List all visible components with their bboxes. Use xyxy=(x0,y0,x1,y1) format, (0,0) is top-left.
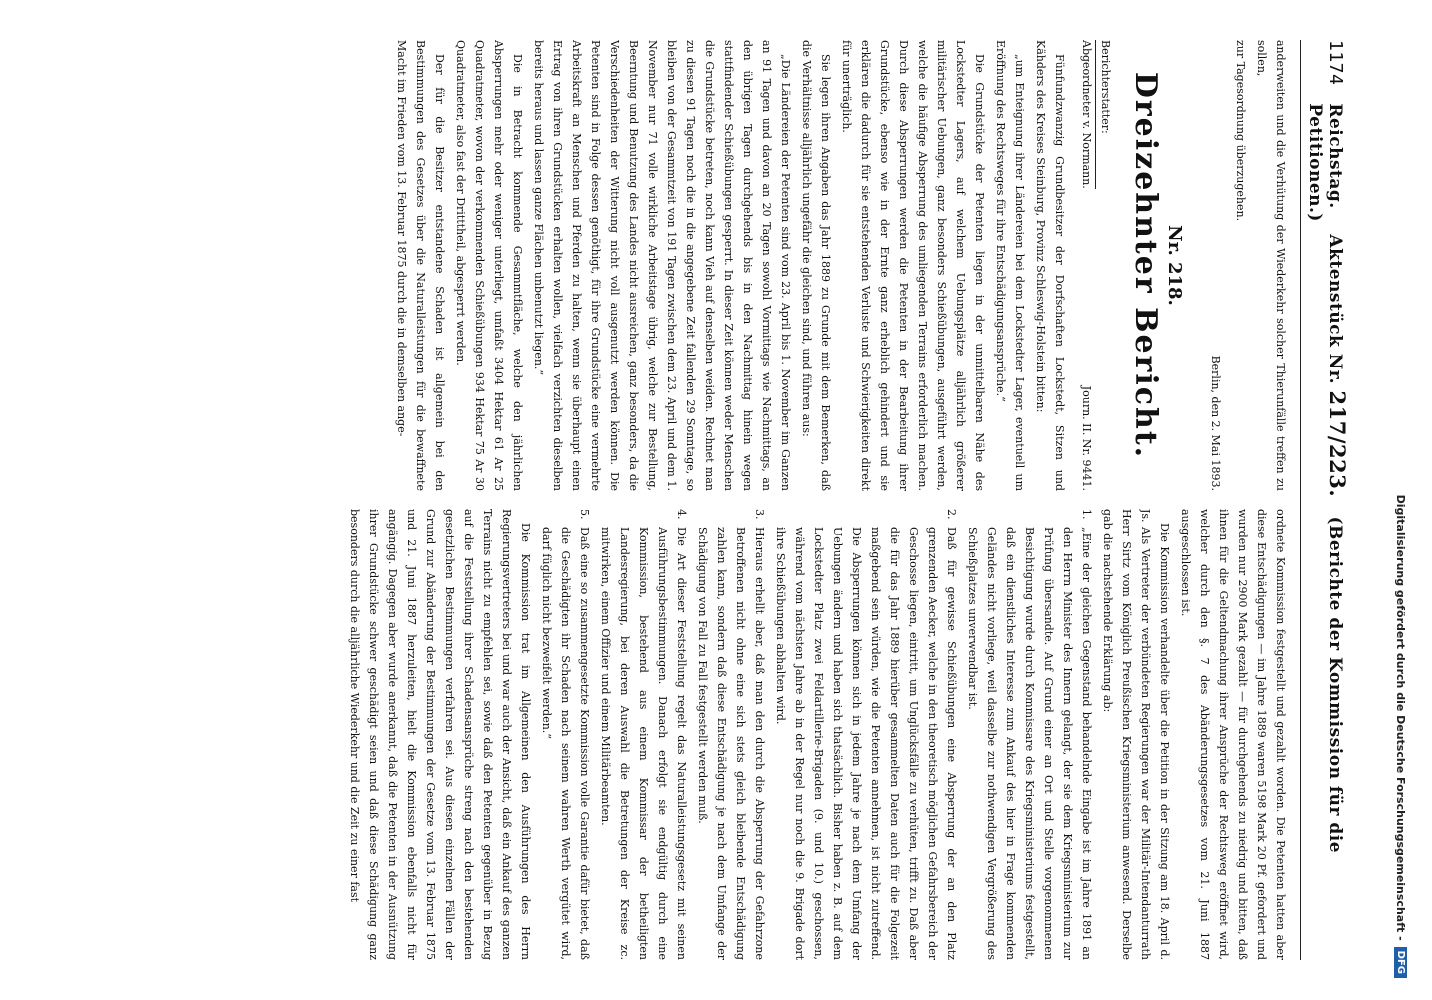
item-text: „Eine der gleichen Gegenstand behandelnde Eingabe ist im Jahre 1891 an den Herrn Minister des Innern gelangt, der sie dem Kriegsministerium zur Prüfung übersandte. Auf Grund einer an Ort und Stelle vorgenommenen Besichtigung wurde durch Kommissare des Kriegsministeriums festgestellt, daß ein dienstliches Interesse zum Ankauf des hier in Frage kommenden Geländes nicht vorliege, weil dasselbe zur nothwendigen Vergrößerung des Schießplatzes unverwendbar ist. xyxy=(966,527,1093,960)
rapporteur-name: Abgeordneter v. Normann. xyxy=(1080,40,1093,189)
paragraph: Sie legen ihren Angaben das Jahr 1889 zu Grunde mit dem Bemerken, daß die Verhältnisse alljährlich ungefähr die gleichen sind, und führen aus: xyxy=(800,40,832,491)
header-title xyxy=(1305,103,1350,960)
item-text: Die Art dieser Feststellung regelt das Naturalleistungsgesetz mit seinen Ausführungsbestimmungen. Danach erfolgt sie endgültig durch eine Kommission, bestehend aus einem Kommissar der betheiligten Landesregierung, bei deren Auswahl die Betretungen der Kreise zc. mitwirken, einem Offizier und einem Militärbeamten. xyxy=(599,527,688,960)
numbered-item: 5. Daß eine so zusammengesetzte Kommission volle Garantie dafür bietet, daß die Geschädigten ihr Schaden nach seinem wahren Werth vergütet wird, darf füglich nicht bezweifelt werden.“ xyxy=(537,509,594,960)
paragraph: Die Kommission verhandelte über die Petition in der Sitzung am 18. April d. Js. Als Vertreter der verbündeten Regierungen war der Militär-Intendanturrath Herr Sirtz vom Königlich Preußischen Kriegsministerium anwesend. Derselbe gab die nachstehende Erklärung ab: xyxy=(1101,509,1171,960)
header-title-suffix: (Berichte der Kommission für die Petitionen.) xyxy=(1305,103,1345,854)
rapporteur-label: Berichterstatter: xyxy=(1095,40,1114,189)
signature-date: Berlin, den 2. Mai 1893. xyxy=(1209,355,1222,491)
header-title-number: 217/223. xyxy=(1325,390,1350,498)
text-columns xyxy=(20,40,1290,960)
report-number: Nr. 218. xyxy=(1164,225,1185,306)
header-title-main: Aktenstück Nr. xyxy=(1325,234,1345,385)
page-header xyxy=(1300,40,1350,960)
intro-line: zur Tagesordnung überzugehen. xyxy=(1234,40,1247,222)
journal-number: Journ. II. Nr. 9441. xyxy=(1080,385,1093,491)
paragraph: Der für die Besitzer entstandene Schaden ist allgemein bei den Bestimmungen des Gesetzes über die Naturalleistungen für die bewaffnete Macht im Frieden vom 13. Februar 1875 durch die in demselben ange- xyxy=(395,40,446,491)
page-number: 1174 xyxy=(1325,40,1346,86)
item-text: Daß für gewisse Schießübungen eine Absperrung der an den Platz grenzenden Aecker, welche in den theoretisch möglichen Gefahrsbereich der Geschosse liegen, eintritt, um Unglücksfälle zu verhüten, trifft zu. Daß aber die für das Jahr 1889 hierüber gesammelten Daten auch für die Folgezeit maßgebend sein würden, wie die Petenten annehmen, ist nicht zutreffend. Die Absperrungen können sich in jedem Jahre je nach dem Umfang der Uebungen ändern und haben sich thatsächlich. Bisher haben z. B. auf dem Lockstedter Platz zwei Feldartillerie-Brigaden (9. und 10.) geschossen, während vom nächsten Jahre ab in der Regel nur noch die 9. Brigade dort ihre Schießübungen abhalten wird. xyxy=(774,527,958,960)
item-text: Hieraus erhellt aber, daß man den durch die Absperrung der Gefahrzone Betroffenen nicht ohne eine sich stets gleich bleibende Entschädigung zahlen kann, sondern daß diese Entschädigung je nach dem Umfange der Schädigung von Fall zu Fall festgestellt werden muß. xyxy=(696,527,766,960)
report-meta xyxy=(1077,40,1114,491)
item-text: Daß eine so zusammengesetzte Kommission volle Garantie dafür bietet, daß die Geschädigten ihr Schaden nach seinem wahren Werth vergütet wird, darf füglich nicht bezweifelt werden.“ xyxy=(540,527,591,960)
paragraph: Die Kommission trat im Allgemeinen den Ausführungen des Herrn Regierungsvertreters bei und war auch der Ansicht, daß ein Ankauf des ganzen Terrains nicht zu empfehlen sei, sowie daß den Petenten gegenüber in Bezug auf die Feststellung ihrer Schadensansprüche streng nach den bestehenden gesetzlichen Bestimmungen verfahren sei. Aus diesen einzelnen Fällen der Grund zur Abänderung der Bestimmungen der Gesetze vom 13. Februar 1875 und 21. Juni 1887 herzuleiten, hielt die Kommission ebenfalls nicht für angängig. Dagegen aber wurde anerkannt, daß die Petenten in der Ausnützung ihrer Grundstücke schwer geschädigt seien und daß diese Schädigung ganz besonders durch die alljährliche Wiederkehr und die Zeit zu einer fast xyxy=(348,509,532,960)
right-column xyxy=(20,509,1290,960)
paragraph: Die in Betracht kommende Gesammtfläche, welche den jährlichen Absperrungen mehr oder weniger unterliegt, umfaßt 3404 Hektar 61 Ar 25 Quadratmeter, wovon der verkommenden Schießübungen 934 Hektar 75 Ar 30 Quadratmeter, also fast der Dritttheil, abgesperrt werden. xyxy=(454,40,524,491)
numbered-item: 1. „Eine der gleichen Gegenstand behandelnde Eingabe ist im Jahre 1891 an den Herrn Minister des Innern gelangt, der sie dem Kriegsministerium zur Prüfung übersandte. Auf Grund einer an Ort und Stelle vorgenommenen Besichtigung wurde durch Kommissare des Kriegsministeriums festgestellt, daß ein dienstliches Interesse zum Ankauf des hier in Frage kommenden Geländes nicht vorliege, weil dasselbe zur nothwendigen Vergrößerung des Schießplatzes unverwendbar ist. xyxy=(963,509,1096,960)
dfg-logo: DFG xyxy=(1395,947,1408,978)
paragraph: „um Enteignung ihrer Ländereien bei dem Lockstedter Lager, eventuell um Eröffnung des Rechtsweges für ihre Entschädigungsansprüche.“ xyxy=(994,40,1026,491)
paragraph: Die Grundstücke der Petenten liegen in der unmittelbaren Nähe des Lockstedter Lagers, auf welchem Uebungsplätze alljährlich größerer militärischer Uebungen, ganz besonders Schießübungen, ausgeführt werden, welche die häufige Absperrung des umliegenden Terrains erforderlich machen. Durch diese Absperrungen werden die Petenten in der Bearbeitung ihrer Grundstücke, ebenso wie in der Ernte ganz erheblich gehindert und sie erklären die dadurch für sie entstehenden Verluste und Schwierigkeiten direkt für unerträglich. xyxy=(840,40,986,491)
intro-line: anderweiten und die Verhütung der Wiederkehr solcher Thierunfälle treffen zu sollen, xyxy=(1255,40,1287,491)
credit-text: Digitalisierung gefördert durch die Deutsche Forschungsgemeinschaft - xyxy=(1394,494,1408,941)
digitization-credit xyxy=(1394,18,1424,978)
numbered-item: 4. Die Art dieser Feststellung regelt das Naturalleistungsgesetz mit seinen Ausführungsbestimmungen. Danach erfolgt sie endgültig durch eine Kommission, bestehend aus einem Kommissar der betheiligten Landesregierung, bei deren Auswahl die Betretungen der Kreise zc. mitwirken, einem Offizier und einem Militärbeamten. xyxy=(596,509,691,960)
numbered-item: 2. Daß für gewisse Schießübungen eine Absperrung der an den Platz grenzenden Aecker, welche in den theoretisch möglichen Gefahrsbereich der Geschosse liegen, eintritt, um Unglücksfälle zu verhüten, trifft zu. Daß aber die für das Jahr 1889 hierüber gesammelten Daten auch für die Folgezeit maßgebend sein würden, wie die Petenten annehmen, ist nicht zutreffend. Die Absperrungen können sich in jedem Jahre je nach dem Umfang der Uebungen ändern und haben sich thatsächlich. Bisher haben z. B. auf dem Lockstedter Platz zwei Feldartillerie-Brigaden (9. und 10.) geschossen, während vom nächsten Jahre ab in der Regel nur noch die 9. Brigade dort ihre Schießübungen abhalten wird. xyxy=(771,509,961,960)
report-title: Dreizehnter Bericht. xyxy=(1128,71,1163,460)
paragraph: „Die Ländereien der Petenten sind vom 23. April bis 1. November im Ganzen an 91 Tagen und davon an 20 Tagen sowohl Vormittags wie Nachmittags, an den übrigen Tagen durchgehends bis in den Nachmittag hinein wegen stattfindender Schießübungen gesperrt. In dieser Zeit können weder Menschen die Grundstücke betreten, noch kann Vieh auf denselben weiden. Rechnet man zu diesen 91 Tagen noch die in die angegebene Zeit fallenden 29 Sonntage, so bleiben von der Gesammtzeit von 191 Tagen zwischen dem 23. April und dem 1. November nur 71 volle wirkliche Arbeitstage übrig, welche zur Bestellung, Beerntung und Benutzung des Landes nicht ausreichen, ganz besonders, da die Verschiedenheiten der Witterung nicht voll ausgenutzt werden können. Die Petenten sind in Folge dessen genöthigt, für ihre Grundstücke eine vermehrte Arbeitskraft an Menschen und Pferden zu halten, wenn sie überhaupt einen Ertrag von ihren Grundstücken erhalten wollen, vielfach verzichten dieselben bereits heraus und lassen ganze Flächen unbenutzt liegen.“ xyxy=(532,40,792,491)
left-column xyxy=(20,40,1290,491)
paragraph: Fünfundzwanzig Grundbesitzer der Dorfschaften Lockstedt, Sitzen und Kähders des Kreises Steinburg, Provinz Schleswig-Holstein bitten: xyxy=(1034,40,1066,491)
paragraph: ordnete Kommission festgestellt und gezahlt worden. Die Petenten hatten aber diese Entschädigungen — im Jahre 1889 waren 5198 Mark 20 Pf. gefordert und wurden nur 2900 Mark gezahlt — für durchgehends zu niedrig und bitten, daß ihnen für die Geltendmachung ihrer Ansprüche der Rechtsweg eröffnet wird, welcher durch den §. 7 des Abänderungsgesetzes vom 21. Juni 1887 ausgeschlossen ist. xyxy=(1179,509,1287,960)
numbered-item: 3. Hieraus erhellt aber, daß man den durch die Absperrung der Gefahrzone Betroffenen nicht ohne eine sich stets gleich bleibende Entschädigung zahlen kann, sondern daß diese Entschädigung je nach dem Umfange der Schädigung von Fall zu Fall festgestellt werden muß. xyxy=(693,509,769,960)
header-title-prefix: Reichstag. xyxy=(1325,103,1345,209)
